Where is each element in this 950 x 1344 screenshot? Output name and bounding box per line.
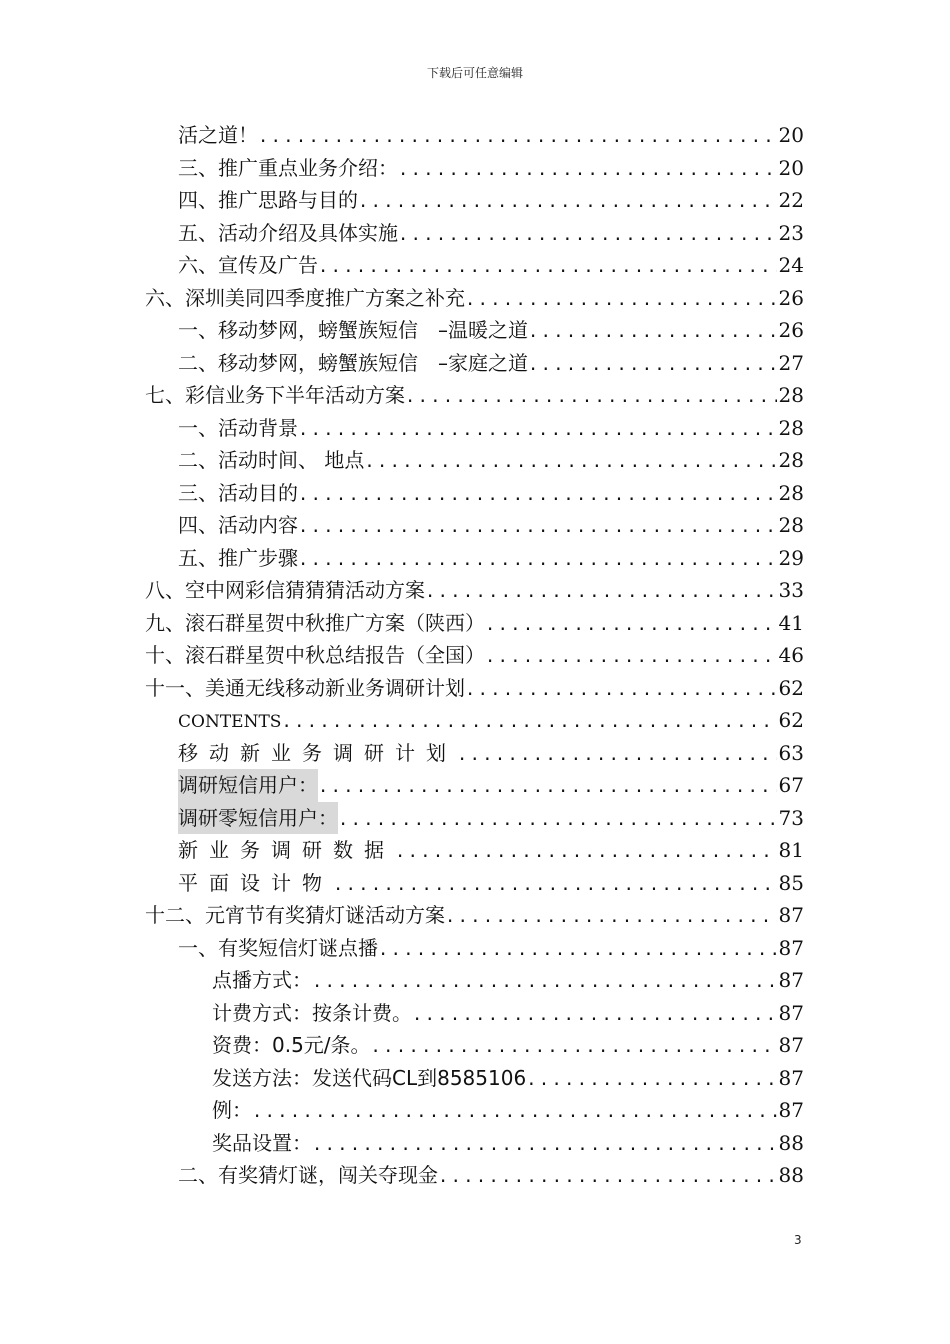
toc-entry[interactable] <box>0 282 950 315</box>
toc-entry-number: 四、 <box>178 188 218 212</box>
toc-dot-leader <box>485 609 777 642</box>
toc-entry-page: 26 <box>778 318 804 342</box>
toc-entry-number: 二、 <box>178 350 218 375</box>
toc-entry-title: 资费：0.5元/条。 <box>212 1033 371 1057</box>
toc-entry-number: 五、 <box>178 220 218 245</box>
toc-entry[interactable] <box>0 184 950 217</box>
toc-entry-number: 一、 <box>178 415 218 440</box>
toc-entry-line <box>178 217 804 252</box>
toc-dot-leader <box>364 446 776 479</box>
toc-entry[interactable] <box>0 607 950 640</box>
toc-entry-title: 移动梦网，螃蟹族短信 –温暖之道 <box>218 318 528 342</box>
toc-entry[interactable] <box>0 412 950 445</box>
toc-entry-number: 二、 <box>178 448 218 472</box>
toc-entry[interactable] <box>0 574 950 607</box>
toc-entry-title: 发送方法：发送代码CL到8585106 <box>212 1065 527 1090</box>
toc-dot-leader <box>318 251 777 284</box>
toc-entry-number: 七、 <box>145 383 185 407</box>
toc-entry-line <box>178 119 804 154</box>
toc-entry-page: 23 <box>778 220 804 245</box>
toc-entry-line <box>178 249 804 284</box>
toc-dot-leader <box>395 836 777 869</box>
toc-entry-title: 推广步骤 <box>218 545 298 570</box>
toc-entry-title: 宣传及广告 <box>218 253 318 277</box>
toc-entry-line <box>178 509 804 544</box>
toc-entry-title: 滚石群星贺中秋总结报告（全国） <box>185 643 485 667</box>
toc-dot-leader <box>298 479 777 512</box>
toc-entry-number: 五、 <box>178 545 218 570</box>
toc-entry-number: 三、 <box>178 155 218 180</box>
toc-entry-title: 调研短信用户： <box>178 769 318 802</box>
toc-entry-line <box>178 314 804 349</box>
toc-dot-leader <box>398 154 777 187</box>
toc-entry-page: 27 <box>778 350 804 375</box>
toc-entry-line <box>145 672 804 707</box>
toc-entry-number: 八、 <box>145 578 185 602</box>
toc-entry-line <box>145 282 804 317</box>
toc-entry[interactable] <box>0 639 950 672</box>
toc-entry[interactable] <box>0 249 950 282</box>
toc-entry-page: 41 <box>778 610 804 635</box>
toc-entry[interactable] <box>0 347 950 380</box>
toc-entry[interactable] <box>0 477 950 510</box>
toc-entry-number: 一、 <box>178 318 218 342</box>
toc-entry-title: 平面设计物 <box>178 870 333 895</box>
toc-entry-page: 29 <box>778 545 804 570</box>
toc-entry-page: 87 <box>778 968 804 992</box>
toc-dot-leader <box>371 1031 777 1064</box>
toc-dot-leader <box>312 966 777 999</box>
toc-entry[interactable] <box>0 964 950 997</box>
toc-dot-leader <box>312 1129 777 1162</box>
toc-entry[interactable] <box>0 119 950 152</box>
table-of-contents <box>0 119 950 1192</box>
toc-entry-title: 滚石群星贺中秋推广方案（陕西） <box>185 610 485 635</box>
toc-entry-line <box>145 899 804 934</box>
toc-entry-page: 20 <box>778 155 804 180</box>
toc-entry[interactable] <box>0 802 950 835</box>
toc-entry-page: 73 <box>778 805 804 830</box>
toc-entry-title: 活动介绍及具体实施 <box>218 220 398 245</box>
toc-entry-page: 67 <box>778 773 804 797</box>
toc-dot-leader <box>438 1161 777 1194</box>
toc-entry-title: 移动梦网，螃蟹族短信 –家庭之道 <box>218 350 528 375</box>
toc-entry-page: 22 <box>778 188 804 212</box>
toc-entry-line <box>212 964 804 999</box>
toc-entry-page: 62 <box>778 675 804 700</box>
toc-entry-number: 六、 <box>145 285 185 310</box>
toc-entry-page: 87 <box>778 935 804 960</box>
toc-entry-line <box>178 867 804 902</box>
toc-dot-leader <box>465 284 777 317</box>
toc-entry-title: 调研零短信用户： <box>178 802 338 835</box>
toc-entry[interactable] <box>0 1127 950 1160</box>
toc-entry-title: 推广重点业务介绍： <box>218 155 398 180</box>
toc-dot-leader <box>405 381 777 414</box>
toc-entry-line <box>178 704 804 739</box>
toc-dot-leader <box>398 219 777 252</box>
toc-entry-title: CONTENTS <box>178 712 282 732</box>
toc-entry-line <box>178 834 804 869</box>
toc-entry-title: 活动时间、 地点 <box>218 448 365 472</box>
toc-entry[interactable] <box>0 542 950 575</box>
toc-entry[interactable] <box>0 932 950 965</box>
toc-entry-title: 活动背景 <box>218 415 298 440</box>
toc-entry-title: 新业务调研数据 <box>178 838 395 862</box>
toc-entry[interactable] <box>0 769 950 802</box>
toc-entry-page: 46 <box>778 643 804 667</box>
toc-entry-number: 一、 <box>178 935 218 960</box>
toc-dot-leader <box>318 771 777 804</box>
toc-entry[interactable] <box>0 1029 950 1062</box>
toc-dot-leader <box>412 999 777 1032</box>
toc-dot-leader <box>445 901 777 934</box>
page-header: 下载后可任意编辑 <box>426 66 523 80</box>
toc-entry-line <box>178 152 804 187</box>
toc-entry-line <box>145 379 804 414</box>
toc-entry-page: 28 <box>778 415 804 440</box>
toc-dot-leader <box>298 544 777 577</box>
toc-entry-page: 20 <box>778 123 804 147</box>
toc-entry-title: 活动目的 <box>218 480 298 505</box>
toc-entry-line <box>145 574 804 609</box>
toc-entry-number: 十一、 <box>145 675 205 700</box>
toc-entry-title: 空中网彩信猜猜猜活动方案 <box>185 578 425 602</box>
toc-entry-page: 87 <box>778 1000 804 1025</box>
toc-entry-line <box>178 412 804 447</box>
toc-entry-number: 十二、 <box>145 903 205 927</box>
toc-entry-page: 88 <box>778 1130 804 1155</box>
toc-entry-line <box>145 639 804 674</box>
toc-entry-line <box>178 1159 804 1194</box>
toc-dot-leader <box>485 641 777 674</box>
toc-entry[interactable] <box>0 217 950 250</box>
toc-entry[interactable] <box>0 509 950 542</box>
toc-entry-page: 85 <box>778 870 804 895</box>
toc-entry-title: 点播方式： <box>212 968 312 992</box>
toc-entry-page: 87 <box>778 1098 804 1122</box>
toc-entry-page: 87 <box>778 1033 804 1057</box>
toc-entry-number: 三、 <box>178 480 218 505</box>
toc-entry-title: 有奖猜灯谜，闯关夺现金 <box>218 1163 438 1187</box>
toc-entry-line <box>212 1029 804 1064</box>
toc-dot-leader <box>457 739 777 772</box>
toc-dot-leader <box>281 706 776 739</box>
toc-entry-line <box>178 542 804 577</box>
toc-dot-leader <box>425 576 777 609</box>
toc-entry[interactable] <box>0 314 950 347</box>
toc-entry-page: 24 <box>778 253 804 277</box>
page-number: 3 <box>794 1233 802 1247</box>
toc-entry-number: 九、 <box>145 610 185 635</box>
toc-entry-title: 深圳美同四季度推广方案之补充 <box>185 285 465 310</box>
toc-entry-line <box>178 477 804 512</box>
toc-entry[interactable] <box>0 672 950 705</box>
toc-entry-number: 十、 <box>145 643 185 667</box>
toc-entry-page: 26 <box>778 285 804 310</box>
toc-dot-leader <box>298 414 777 447</box>
toc-dot-leader <box>528 316 777 349</box>
toc-entry-title: 元宵节有奖猜灯谜活动方案 <box>205 903 445 927</box>
toc-entry-number: 二、 <box>178 1163 218 1187</box>
toc-entry-page: 62 <box>778 708 804 732</box>
toc-dot-leader <box>258 121 777 154</box>
toc-entry-page: 63 <box>778 740 804 765</box>
toc-entry[interactable] <box>0 867 950 900</box>
toc-entry-title: 彩信业务下半年活动方案 <box>185 383 405 407</box>
toc-entry-title: 奖品设置： <box>212 1130 312 1155</box>
toc-entry-line <box>212 997 804 1032</box>
toc-entry[interactable] <box>0 704 950 737</box>
toc-entry-title: 推广思路与目的 <box>218 188 358 212</box>
toc-entry-page: 28 <box>778 480 804 505</box>
toc-entry-page: 88 <box>778 1163 804 1187</box>
toc-dot-leader <box>378 934 777 967</box>
toc-dot-leader <box>333 869 777 902</box>
toc-entry-line <box>212 1127 804 1162</box>
toc-entry-page: 87 <box>778 903 804 927</box>
toc-dot-leader <box>526 1064 776 1097</box>
toc-dot-leader <box>252 1096 777 1129</box>
toc-entry-title: 有奖短信灯谜点播 <box>218 935 378 960</box>
toc-entry-page: 28 <box>778 448 804 472</box>
toc-dot-leader <box>338 804 777 837</box>
toc-entry[interactable] <box>0 444 950 477</box>
toc-entry-line <box>178 932 804 967</box>
toc-entry-title: 活动内容 <box>218 513 298 537</box>
toc-entry[interactable] <box>0 737 950 770</box>
toc-entry-line <box>178 737 804 772</box>
toc-entry-line <box>212 1094 804 1129</box>
toc-entry[interactable] <box>0 899 950 932</box>
toc-entry[interactable] <box>0 997 950 1030</box>
toc-entry-title: 移动新业务调研计划 <box>178 740 457 765</box>
toc-entry-line <box>212 1062 804 1097</box>
toc-entry-title: 例： <box>212 1098 252 1122</box>
toc-entry-number: 四、 <box>178 513 218 537</box>
toc-entry[interactable] <box>0 1062 950 1095</box>
toc-entry-title: 美通无线移动新业务调研计划 <box>205 675 465 700</box>
toc-entry-page: 87 <box>778 1065 804 1090</box>
toc-entry-line <box>178 802 804 837</box>
toc-entry-line <box>178 347 804 382</box>
toc-entry[interactable] <box>0 152 950 185</box>
toc-dot-leader <box>465 674 777 707</box>
toc-entry[interactable] <box>0 379 950 412</box>
toc-dot-leader <box>298 511 777 544</box>
toc-entry-page: 28 <box>778 513 804 537</box>
toc-entry-number: 六、 <box>178 253 218 277</box>
toc-entry-page: 28 <box>778 383 804 407</box>
toc-entry-page: 81 <box>778 838 804 862</box>
toc-entry-line <box>178 444 804 479</box>
toc-entry[interactable] <box>0 1094 950 1127</box>
toc-entry-line <box>145 607 804 642</box>
toc-entry-title: 计费方式：按条计费。 <box>212 1000 412 1025</box>
toc-entry-line <box>178 769 804 804</box>
toc-entry-page: 33 <box>778 578 804 602</box>
toc-dot-leader <box>358 186 777 219</box>
toc-entry[interactable] <box>0 1159 950 1192</box>
toc-dot-leader <box>528 349 777 382</box>
toc-entry[interactable] <box>0 834 950 867</box>
toc-entry-line <box>178 184 804 219</box>
toc-entry-title: 活之道！ <box>178 123 258 147</box>
